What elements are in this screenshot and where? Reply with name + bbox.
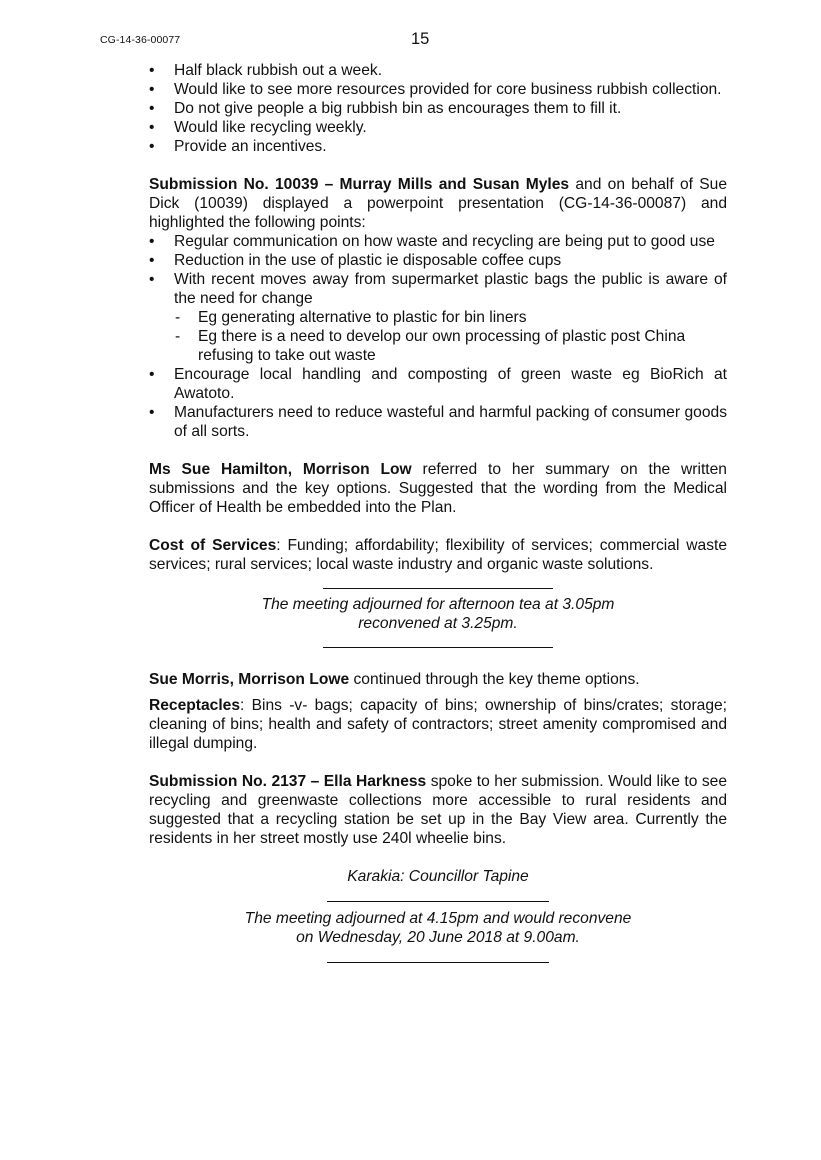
cost-of-services-heading: Cost of Services [149,537,277,554]
hamilton-text: referred to her summary on the written submissions and the key options. Suggested that the wording from the Medical Officer of Health be embedded into the Plan. [149,461,727,516]
closing-line-1: The meeting adjourned at 4.15pm and would reconvene [244,910,632,927]
list-item: • Would like to see more resources provided for core business rubbish collection. [149,80,727,99]
submission-2137-heading: Submission No. 2137 – Ella Harkness [149,773,427,790]
divider-line [327,901,549,902]
list-item: • Do not give people a big rubbish bin as encourages them to fill it. [149,99,727,118]
submission-2137-paragraph [149,772,727,848]
divider-line [323,588,553,589]
page-body [149,61,727,963]
page-number: 15 [411,30,430,48]
list-item: • Regular communication on how waste and recycling are being put to good use [149,232,727,251]
karakia-line: Karakia: Councillor Tapine [347,868,529,885]
morris-heading: Sue Morris, Morrison Lowe [149,671,350,688]
list-item: • Provide an incentives. [149,137,727,156]
adjournment-tea-line-2: reconvened at 3.25pm. [358,615,518,632]
adjournment-tea-line-1: The meeting adjourned for afternoon tea at 3.05pm [261,596,615,613]
receptacles-text: : Bins -v- bags; capacity of bins; ownership of bins/crates; storage; cleaning of bins; health and safety of contractors; street amenity compromised and illegal dumping. [149,697,727,752]
submission-10039-paragraph [149,175,727,232]
closing-line-2: on Wednesday, 20 June 2018 at 9.00am. [296,929,580,946]
list-item: • Would like recycling weekly. [149,118,727,137]
divider-line [327,962,549,963]
morris-text: continued through the key theme options. [349,671,640,688]
list-item: • Half black rubbish out a week. [149,61,727,80]
submission-2137-text: spoke to her submission. Would like to see recycling and greenwaste collections more accessible to rural residents and suggested that a recycling station be set up in the Bay View area. Currently the residents in her street mostly use 240l wheelie bins. [149,773,728,847]
document-code: CG-14-36-00077 [100,34,181,46]
submission-10039-heading: Submission No. 10039 – Murray Mills and Susan Myles [149,176,570,193]
sub-point-list [149,308,727,365]
hamilton-paragraph [149,460,727,517]
cost-of-services-paragraph [149,536,727,574]
list-item: • Encourage local handling and composting of green waste eg BioRich at Awatoto. [149,365,727,403]
cost-of-services-text: : Funding; affordability; flexibility of services; commercial waste services; rural services; local waste industry and organic waste solutions. [149,537,727,573]
sub-point: - Eg generating alternative to plastic for bin liners [173,308,727,327]
list-item [149,270,727,365]
submission-10039-text: and on behalf of Sue Dick (10039) displayed a powerpoint presentation (CG-14-36-00087) and highlighted the following points: [149,176,727,231]
divider-line [323,647,553,648]
list-item: • Manufacturers need to reduce wasteful and harmful packing of consumer goods of all sorts. [149,403,727,441]
sub-point: - Eg there is a need to develop our own processing of plastic post China refusing to take out waste [173,327,727,365]
receptacles-paragraph [149,696,727,753]
list-item: • Reduction in the use of plastic ie disposable coffee cups [149,251,727,270]
intro-bullet-list [149,61,727,156]
morris-paragraph [149,670,727,689]
list-item-text: With recent moves away from supermarket plastic bags the public is aware of the need for change [174,271,727,307]
hamilton-heading: Ms Sue Hamilton, Morrison Low [149,461,412,478]
receptacles-heading: Receptacles [149,697,241,714]
submission-10039-points [149,232,727,441]
